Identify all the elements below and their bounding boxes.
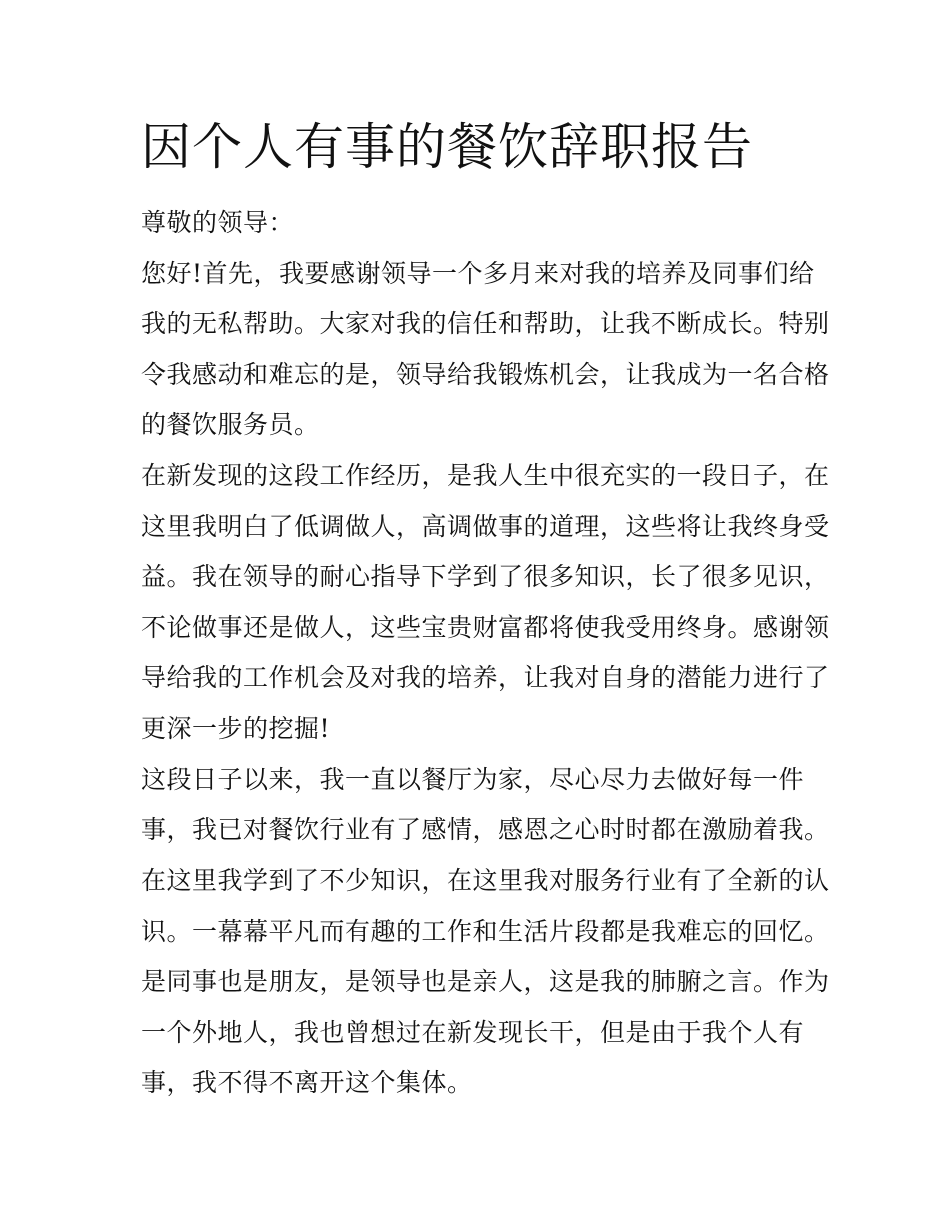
body-line: 这段日子以来，我一直以餐厅为家，尽心尽力去做好每一件: [141, 765, 805, 794]
body-line: 在这里我学到了不少知识，在这里我对服务行业有了全新的认: [141, 866, 830, 895]
body-line: 更深一步的挖掘!: [141, 714, 331, 743]
body-line: 不论做事还是做人，这些宝贵财富都将使我受用终身。感谢领: [141, 613, 830, 642]
body-line: 事，我已对餐饮行业有了感情，感恩之心时时都在激励着我。: [141, 815, 830, 844]
body-line: 在新发现的这段工作经历，是我人生中很充实的一段日子，在: [141, 461, 830, 490]
body-line: 识。一幕幕平凡而有趣的工作和生活片段都是我难忘的回忆。: [141, 917, 830, 946]
salutation: 尊敬的领导：: [141, 208, 295, 237]
body-line: 益。我在领导的耐心指导下学到了很多知识，长了很多见识，: [141, 562, 830, 591]
body-line: 是同事也是朋友，是领导也是亲人，这是我的肺腑之言。作为: [141, 967, 830, 996]
body-line: 的餐饮服务员。: [141, 410, 320, 439]
body-line: 您好!首先，我要感谢领导一个多月来对我的培养及同事们给: [141, 259, 815, 288]
body-line: 这里我明白了低调做人，高调做事的道理，这些将让我终身受: [141, 512, 830, 541]
body-line: 导给我的工作机会及对我的培养，让我对自身的潜能力进行了: [141, 663, 830, 692]
body-line: 令我感动和难忘的是，领导给我锻炼机会，让我成为一名合格: [141, 360, 830, 389]
body-line: 事，我不得不离开这个集体。: [141, 1068, 473, 1097]
page-title: 因个人有事的餐饮辞职报告: [141, 118, 753, 176]
body-line: 一个外地人，我也曾想过在新发现长干，但是由于我个人有: [141, 1018, 805, 1047]
body-line: 我的无私帮助。大家对我的信任和帮助，让我不断成长。特别: [141, 309, 830, 338]
